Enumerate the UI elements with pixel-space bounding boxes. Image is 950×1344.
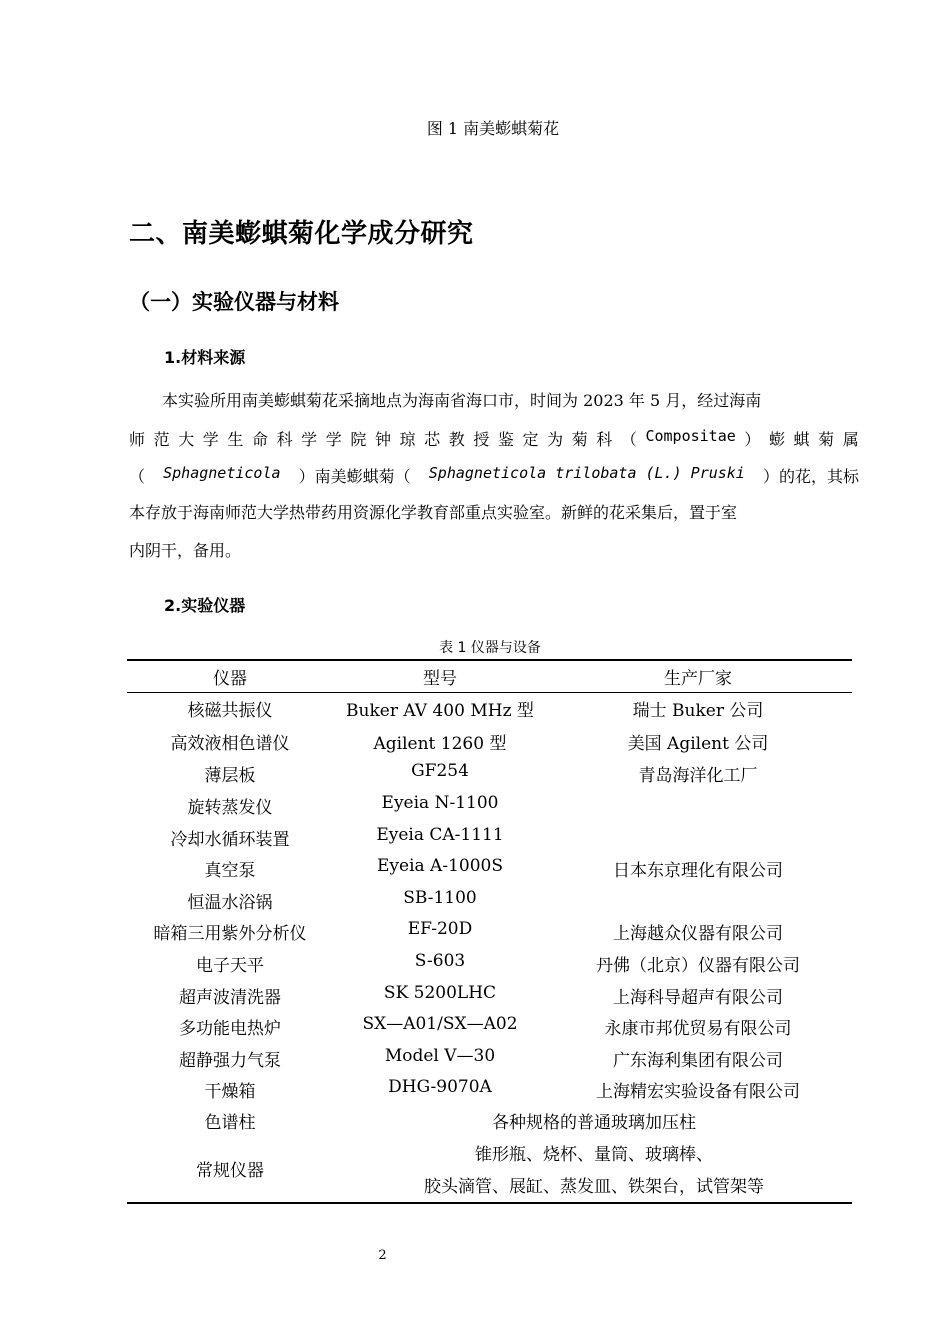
- paragraph-line-2-glyph: 芯: [424, 430, 441, 449]
- subsection-title: （一）实验仪器与材料: [129, 290, 339, 314]
- paragraph-line-2-glyph: ）: [744, 430, 761, 449]
- table-caption: 表 1 仪器与设备: [439, 640, 541, 656]
- paragraph-line-4: 本存放于海南师范大学热带药用资源化学教育部重点实验室。新鲜的花采集后，置于室: [129, 503, 738, 522]
- paragraph-line-2-glyph: 蟛: [768, 430, 785, 449]
- table-cell: 上海精宏实验设备有限公司: [596, 1082, 800, 1102]
- table-cell: 丹佛（北京）仪器有限公司: [596, 956, 800, 976]
- paragraph-line-2-glyph: 定: [522, 430, 539, 449]
- paragraph-line-2-glyph: 菊: [818, 430, 835, 449]
- paragraph-line-2-glyph: 大: [178, 430, 195, 449]
- paragraph-line-2-glyph: 科: [596, 430, 613, 449]
- table-cell: 广东海利集团有限公司: [613, 1051, 783, 1071]
- table-cell: 日本东京理化有限公司: [613, 861, 783, 881]
- paragraph-line-3-a: （: [129, 467, 146, 486]
- table-span-cell: 各种规格的普通玻璃加压柱: [492, 1113, 696, 1133]
- table-cell: 多功能电热炉: [179, 1019, 281, 1039]
- table-header-instrument: 仪器: [213, 669, 247, 689]
- table-top-rule: [127, 659, 852, 661]
- paragraph-line-5: 内阴干，备用。: [129, 541, 242, 560]
- paragraph-line-2-glyph: 学: [301, 430, 318, 449]
- table-span-cell-line-1: 锥形瓶、烧杯、量筒、玻璃棒、: [475, 1145, 713, 1165]
- paragraph-line-1: 本实验所用南美蟛蜞菊花采摘地点为海南省海口市，时间为 2023 年 5 月，经过海南: [162, 391, 762, 410]
- table-cell: 旋转蒸发仪: [187, 798, 273, 818]
- table-cell: GF254: [411, 761, 469, 781]
- table-cell: SK 5200LHC: [383, 983, 497, 1003]
- table-bottom-rule: [127, 1202, 852, 1204]
- table-cell: Eyeia A-1000S: [377, 856, 503, 876]
- table-cell: Model V—30: [384, 1046, 496, 1066]
- table-cell: 高效液相色谱仪: [170, 734, 290, 754]
- table-cell: 青岛海洋化工厂: [638, 766, 758, 786]
- table-cell: Eyeia N-1100: [381, 793, 499, 813]
- table-cell: DHG-9070A: [388, 1077, 492, 1097]
- table-cell: 恒温水浴锅: [187, 893, 273, 913]
- paragraph-line-2-glyph: 学: [202, 430, 219, 449]
- table-cell: 核磁共振仪: [187, 701, 273, 721]
- paragraph-line-3-c: ）南美蟛蜞菊（: [298, 467, 411, 486]
- paragraph-line-2: [129, 427, 859, 450]
- paragraph-line-2-glyph: 学: [325, 430, 342, 449]
- table-cell: Eyeia CA-1111: [376, 825, 504, 845]
- table-cell: 暗箱三用紫外分析仪: [153, 924, 307, 944]
- paragraph-line-2-glyph: 授: [473, 430, 490, 449]
- table-cell: 冷却水循环装置: [170, 830, 290, 850]
- paragraph-line-2-glyph: （: [620, 430, 637, 449]
- figure-caption: 图 1 南美蟛蜞菊花: [426, 119, 560, 138]
- paragraph-line-2-glyph: 菊: [571, 430, 588, 449]
- paragraph-line-2-glyph: 钟: [374, 430, 391, 449]
- table-cell: 超声波清洗器: [179, 988, 281, 1008]
- table-cell: 上海越众仪器有限公司: [613, 924, 783, 944]
- table-cell: 上海科导超声有限公司: [613, 988, 783, 1008]
- table-cell: Agilent 1260 型: [373, 734, 507, 754]
- table-cell: 美国 Agilent 公司: [627, 734, 769, 754]
- table-cell: 电子天平: [196, 956, 264, 976]
- table-header-manufacturer: 生产厂家: [664, 669, 732, 689]
- table-cell: 瑞士 Buker 公司: [632, 701, 764, 721]
- paragraph-line-2-glyph: 教: [448, 430, 465, 449]
- table-cell: EF-20D: [407, 919, 473, 939]
- paragraph-line-2-glyph: 琼: [399, 430, 416, 449]
- paragraph-line-2-glyph: 生: [227, 430, 244, 449]
- table-cell: 永康市邦优贸易有限公司: [604, 1019, 792, 1039]
- paragraph-line-2-glyph: 命: [251, 430, 268, 449]
- table-cell: Buker AV 400 MHz 型: [346, 701, 534, 721]
- table-cell: S-603: [414, 951, 466, 971]
- material-source-heading: 1.材料来源: [164, 348, 246, 367]
- genus-name: Sphagneticola: [163, 464, 281, 482]
- paragraph-line-2-glyph: 鉴: [497, 430, 514, 449]
- page-number: 2: [378, 1248, 387, 1263]
- table-header-rule: [127, 692, 852, 693]
- instrument-heading: 2.实验仪器: [164, 596, 246, 615]
- table-cell: 超静强力气泵: [179, 1051, 281, 1071]
- table-cell: 干燥箱: [204, 1082, 256, 1102]
- species-name: Sphagneticola trilobata (L.) Pruski: [428, 464, 745, 482]
- paragraph-line-2-glyph: 范: [153, 430, 170, 449]
- table-row-label: 常规仪器: [196, 1161, 264, 1181]
- paragraph-line-2-glyph: 为: [547, 430, 564, 449]
- table-span-cell-line-2: 胶头滴管、展缸、蒸发皿、铁架台，试管架等: [424, 1177, 764, 1197]
- table-cell: SX—A01/SX—A02: [362, 1014, 518, 1034]
- paragraph-line-2-glyph: 科: [276, 430, 293, 449]
- paragraph-line-2-glyph: 院: [350, 430, 367, 449]
- table-cell: SB-1100: [403, 888, 477, 908]
- paragraph-line-3-e: ）的花，其标: [762, 467, 859, 486]
- paragraph-line-2-glyph: 属: [842, 430, 859, 449]
- section-title: 二、南美蟛蜞菊化学成分研究: [129, 219, 474, 249]
- table-row-label: 色谱柱: [204, 1113, 256, 1133]
- table-cell: 薄层板: [204, 766, 256, 786]
- table-header-model: 型号: [423, 669, 457, 689]
- paragraph-line-3: [129, 464, 859, 487]
- paragraph-line-2-glyph: 师: [129, 430, 146, 449]
- table-cell: 真空泵: [204, 861, 256, 881]
- paragraph-line-2-glyph: 蜞: [793, 430, 810, 449]
- paragraph-line-2-glyph: Compositae: [645, 427, 736, 445]
